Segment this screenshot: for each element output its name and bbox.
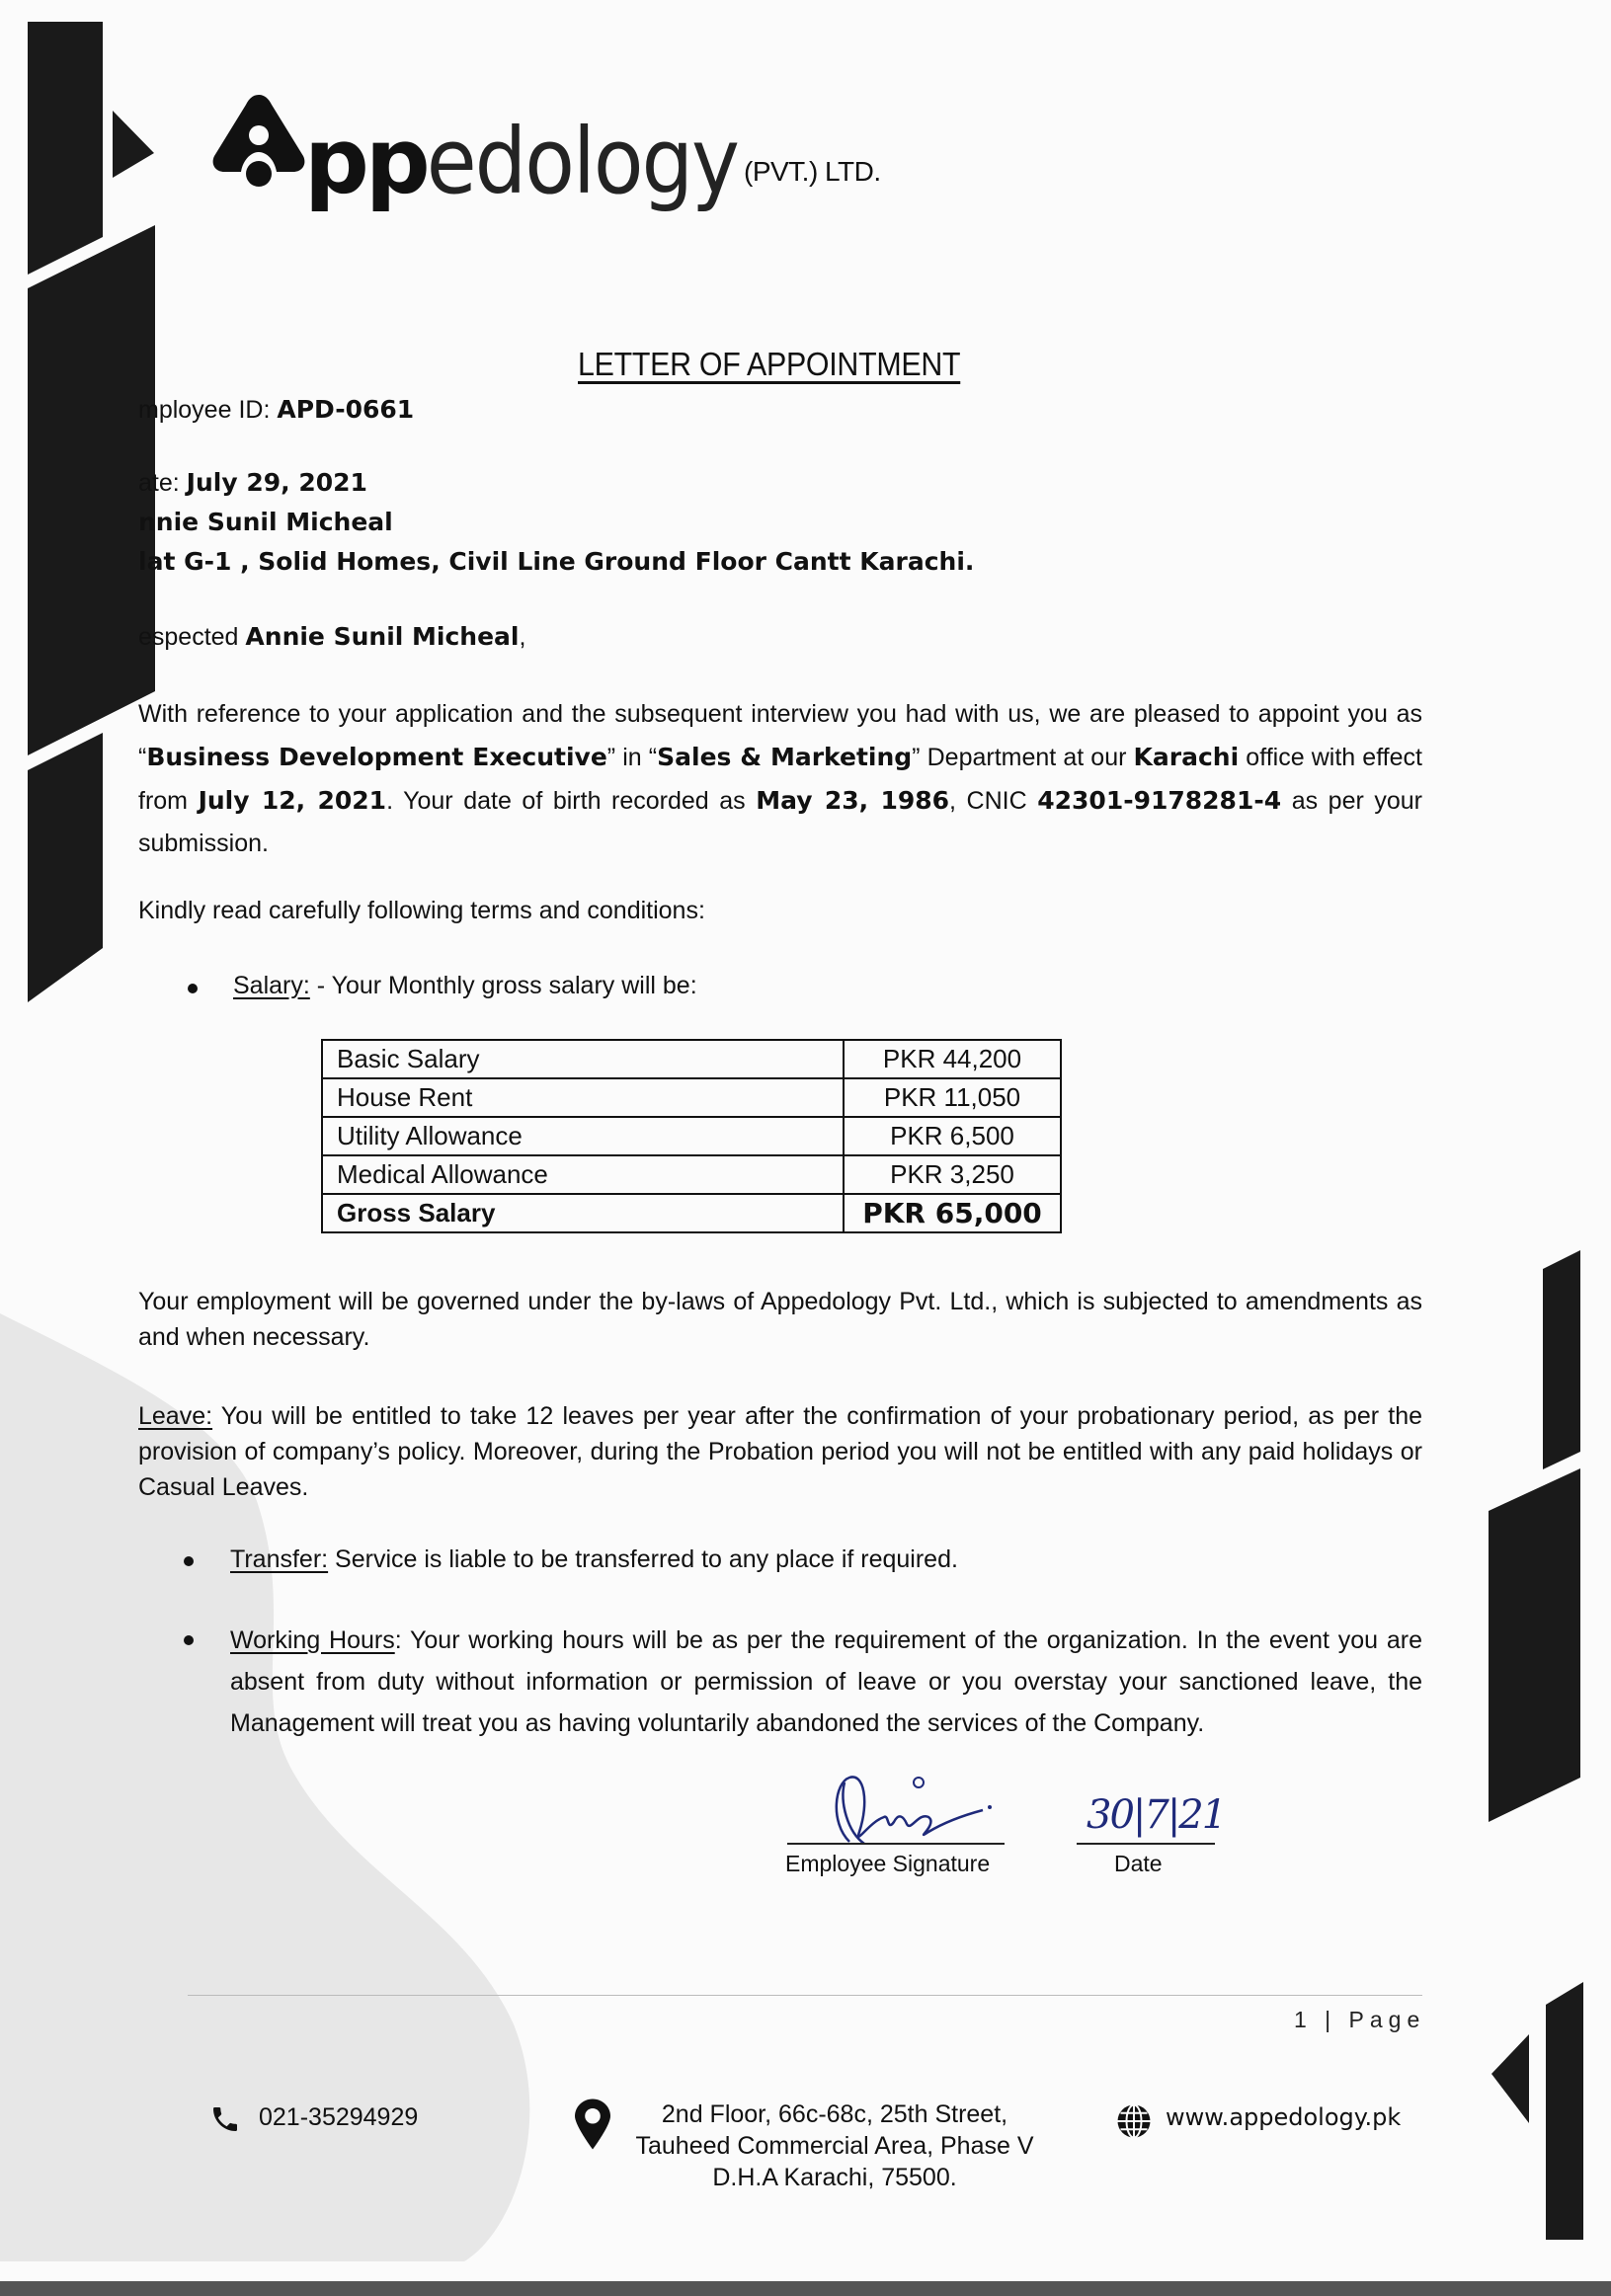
salutation-name: Annie Sunil Micheal — [245, 622, 520, 651]
salary-heading — [233, 972, 697, 1000]
transfer-text: Service is liable to be transferred to any place if required. — [328, 1545, 958, 1573]
page-title: LETTER OF APPOINTMENT — [578, 346, 961, 382]
recipient-name: nnie Sunil Micheal — [138, 508, 393, 536]
handwritten-date: 30|7|21 — [1087, 1792, 1226, 1838]
logo-pp: pp — [304, 109, 427, 214]
employee-id-line — [138, 395, 414, 425]
bullet-icon — [184, 1635, 194, 1645]
logo-edology: edology — [426, 109, 738, 214]
globe-icon — [1116, 2103, 1152, 2139]
recipient-address: lat G-1 , Solid Homes, Civil Line Ground Floor Cantt Karachi. — [138, 547, 975, 576]
intro-text: as per your submission. — [138, 787, 1422, 857]
signature-line — [787, 1843, 1005, 1845]
address-line: D.H.A Karachi, 75500. — [712, 2164, 957, 2191]
company-logo — [209, 91, 881, 214]
logo-suffix: (PVT.) LTD. — [744, 156, 881, 187]
intro-text: ” Department at our — [912, 744, 1134, 771]
date-line — [1077, 1843, 1215, 1845]
footer-phone: 021-35294929 — [259, 2103, 419, 2131]
working-hours-label: Working Hours — [230, 1626, 395, 1654]
address-line: Tauheed Commercial Area, Phase V — [635, 2132, 1034, 2160]
date-value: July 29, 2021 — [186, 468, 367, 497]
cnic-number: 42301-9178281-4 — [1037, 786, 1282, 815]
working-hours-text: : Your working hours will be as per the requirement of the organization. In the event you are absent from duty without information or permission of leave or you overstay your sanctioned leave, the Management will treat you as having voluntarily abandoned the services of the Company. — [230, 1626, 1422, 1737]
salutation-suffix: , — [519, 623, 526, 651]
total-label: Gross Salary — [322, 1194, 844, 1232]
date-label: Date — [1114, 1851, 1163, 1876]
date-line — [138, 468, 367, 498]
department: Sales & Marketing — [657, 743, 913, 771]
salary-item: Basic Salary — [322, 1040, 844, 1078]
designation: Business Development Executive — [146, 743, 607, 771]
bullet-icon — [188, 984, 198, 993]
salary-item: House Rent — [322, 1078, 844, 1117]
start-date: July 12, 2021 — [198, 786, 387, 815]
salary-amount: PKR 6,500 — [844, 1117, 1061, 1155]
leave-paragraph — [138, 1398, 1422, 1505]
intro-text: ” in “ — [606, 744, 658, 771]
logo-a-icon — [209, 91, 308, 190]
salutation — [138, 622, 525, 652]
employee-id-label: mployee ID: — [138, 396, 278, 424]
employee-signature-label: Employee Signature — [785, 1851, 991, 1876]
salary-amount: PKR 11,050 — [844, 1078, 1061, 1117]
transfer-label: Transfer: — [230, 1545, 329, 1573]
employee-id-value: APD-0661 — [277, 395, 415, 424]
intro-text: office with effect from — [138, 744, 1422, 815]
intro-text: . Your date of birth recorded as — [386, 787, 757, 815]
table-row-total — [322, 1194, 1061, 1232]
total-amount: PKR 65,000 — [844, 1194, 1061, 1232]
map-pin-icon — [575, 2098, 610, 2150]
salary-item: Medical Allowance — [322, 1155, 844, 1194]
employee-signature-scribble — [790, 1763, 1017, 1861]
intro-text: , CNIC — [949, 787, 1038, 815]
phone-icon — [209, 2103, 241, 2135]
date-label: ate: — [138, 469, 187, 497]
office-location: Karachi — [1133, 743, 1240, 771]
working-hours-item — [230, 1620, 1422, 1744]
footer-address — [607, 2098, 1062, 2193]
salary-label: Salary: — [233, 972, 310, 999]
salutation-prefix: espected — [138, 623, 246, 651]
table-row — [322, 1078, 1061, 1117]
leave-text: You will be entitled to take 12 leaves per year after the confirmation of your probationary period, as per the provision of company’s policy. Moreover, during the Probation period you will not be entitled with any paid holidays or Casual Leaves. — [138, 1402, 1422, 1501]
table-row — [322, 1040, 1061, 1078]
bullet-icon — [184, 1556, 194, 1566]
footer-website[interactable]: www.appedology.pk — [1166, 2103, 1402, 2131]
intro-paragraph — [138, 693, 1422, 865]
salary-amount: PKR 44,200 — [844, 1040, 1061, 1078]
terms-intro: Kindly read carefully following terms and conditions: — [138, 897, 705, 924]
employment-paragraph: Your employment will be governed under the by-laws of Appedology Pvt. Ltd., which is subjected to amendments as and when necessary. — [138, 1288, 1422, 1351]
table-row — [322, 1117, 1061, 1155]
intro-text: With reference to your application and the subsequent interview you had with us, we are pleased to appoint you as “ — [138, 700, 1422, 771]
footer-divider — [188, 1995, 1422, 1996]
page-number: 1 | Page — [1294, 2007, 1426, 2032]
table-row — [322, 1155, 1061, 1194]
salary-table — [321, 1039, 1062, 1233]
salary-text: - Your Monthly gross salary will be: — [309, 972, 697, 999]
salary-item: Utility Allowance — [322, 1117, 844, 1155]
leave-label: Leave: — [138, 1402, 213, 1430]
address-line: 2nd Floor, 66c-68c, 25th Street, — [661, 2100, 1008, 2128]
transfer-item — [230, 1545, 958, 1574]
date-of-birth: May 23, 1986 — [756, 786, 950, 815]
salary-amount: PKR 3,250 — [844, 1155, 1061, 1194]
